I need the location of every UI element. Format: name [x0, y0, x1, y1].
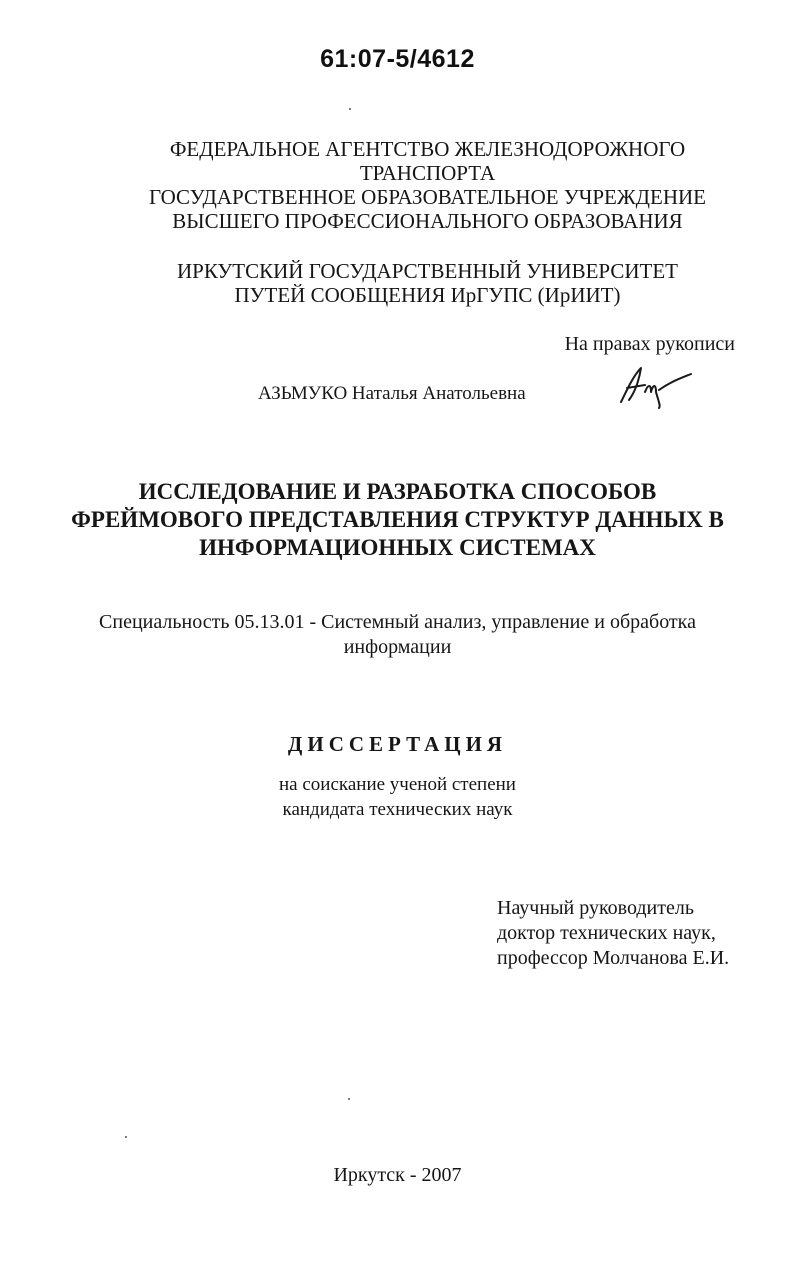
title-line: ФРЕЙМОВОГО ПРЕДСТАВЛЕНИЯ СТРУКТУР ДАННЫХ В — [71, 507, 724, 532]
supervisor-line: профессор Молчанова Е.И. — [497, 947, 730, 969]
title-line: ИНФОРМАЦИОННЫХ СИСТЕМАХ — [199, 535, 596, 560]
agency-line: ВЫСШЕГО ПРОФЕССИОНАЛЬНОГО ОБРАЗОВАНИЯ — [172, 209, 683, 233]
scan-speck — [348, 1098, 350, 1100]
supervisor-block — [497, 896, 729, 971]
dissertation-title — [0, 478, 795, 562]
degree-line: на соискание ученой степени — [279, 774, 516, 795]
document-type: ДИССЕРТАЦИЯ — [287, 732, 508, 756]
university-header — [30, 259, 795, 307]
agency-line: ГОСУДАРСТВЕННОЕ ОБРАЗОВАТЕЛЬНОЕ УЧРЕЖДЕНИЕ — [149, 185, 706, 209]
degree-text — [0, 772, 795, 822]
agency-line: ФЕДЕРАЛЬНОЕ АГЕНТСТВО ЖЕЛЕЗНОДОРОЖНОГО — [169, 137, 686, 161]
supervisor-line: доктор технических наук, — [497, 922, 716, 944]
author-name: АЗЬМУКО Наталья Анатольевна — [258, 383, 526, 404]
specialty-line: Специальность 05.13.01 - Системный анализ, управление и обработка — [99, 611, 696, 633]
university-line: ПУТЕЙ СООБЩЕНИЯ ИрГУПС (ИрИИТ) — [234, 283, 621, 307]
degree-line: кандидата технических наук — [282, 799, 513, 820]
title-line: ИССЛЕДОВАНИЕ И РАЗРАБОТКА СПОСОБОВ — [138, 479, 657, 504]
manuscript-rights-note: На правах рукописи — [564, 333, 735, 355]
agency-line: ТРАНСПОРТА — [359, 161, 496, 185]
specialty-line: информации — [343, 636, 452, 658]
archive-stamp: 61:07-5/4612 — [320, 45, 475, 73]
scan-speck — [349, 108, 351, 110]
supervisor-line: Научный руководитель — [497, 897, 694, 919]
specialty-text — [60, 610, 735, 660]
university-line: ИРКУТСКИЙ ГОСУДАРСТВЕННЫЙ УНИВЕРСИТЕТ — [176, 259, 679, 283]
agency-header — [30, 137, 795, 233]
city-year: Иркутск - 2007 — [333, 1164, 462, 1186]
scan-speck — [125, 1136, 127, 1138]
signature-mark — [615, 360, 695, 410]
